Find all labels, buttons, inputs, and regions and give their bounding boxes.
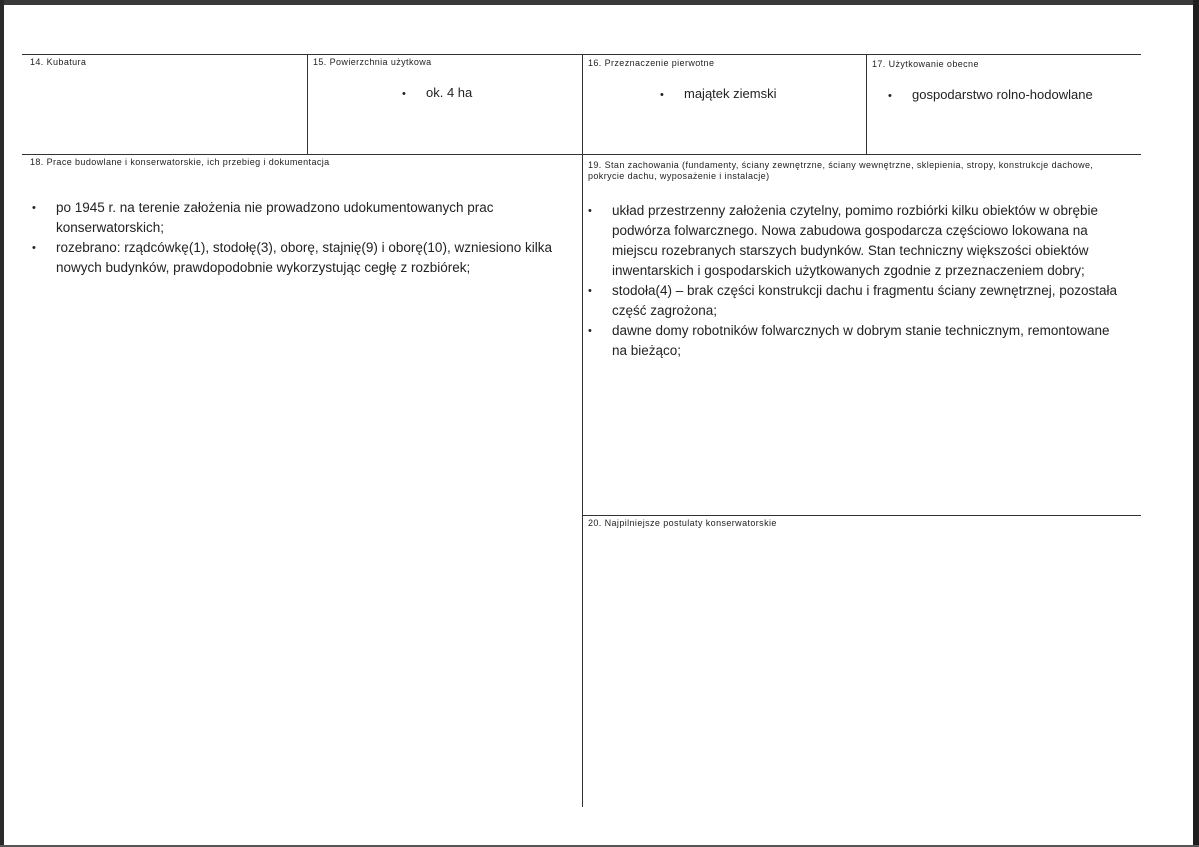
list-item-text: rozebrano: rządcówkę(1), stodołę(3), oborę, stajnię(9) i oborę(10), wzniesiono kilka nowych budynków, prawdopodobnie wykorzystując cegłę z rozbiórek;	[56, 240, 552, 275]
list-item-text: po 1945 r. na terenie założenia nie prowadzono udokumentowanych prac konserwatorskich;	[56, 200, 494, 235]
rule-col3	[866, 54, 867, 154]
scan-edge-right	[1193, 0, 1199, 847]
list-item	[586, 201, 1126, 281]
rule-row3	[582, 515, 1141, 516]
field-18-list	[30, 198, 565, 278]
list-item-text: dawne domy robotników folwarcznych w dobrym stanie technicznym, remontowane na bieżąco;	[612, 323, 1110, 358]
field-14-label: 14. Kubatura	[30, 57, 87, 67]
field-15-label: 15. Powierzchnia użytkowa	[313, 57, 432, 67]
bullet-icon: •	[588, 205, 592, 217]
field-15-value	[402, 85, 472, 100]
list-item	[586, 281, 1126, 321]
scan-edge-left	[0, 0, 4, 847]
bullet-icon: •	[588, 325, 592, 337]
field-16-value-text: majątek ziemski	[684, 86, 777, 101]
field-16-value	[660, 86, 776, 101]
list-item	[30, 238, 565, 278]
field-19-list	[586, 201, 1126, 361]
rule-col1	[307, 54, 308, 154]
field-19-label: 19. Stan zachowania (fundamenty, ściany zewnętrzne, ściany wewnętrzne, sklepienia, stropy, konstrukcje dachowe, pokrycie dachu, wyposażenie i instalacje)	[588, 160, 1094, 181]
rule-col2	[582, 54, 583, 807]
field-18-label: 18. Prace budowlane i konserwatorskie, ich przebieg i dokumentacja	[30, 157, 330, 167]
field-17-label: 17. Użytkowanie obecne	[872, 59, 979, 69]
field-17-value	[888, 87, 1093, 102]
bullet-icon: •	[588, 285, 592, 297]
bullet-icon: •	[402, 88, 406, 100]
field-20-label: 20. Najpilniejsze postulaty konserwatorskie	[588, 518, 777, 528]
list-item-text: stodoła(4) – brak części konstrukcji dachu i fragmentu ściany zewnętrznej, pozostała część zagrożona;	[612, 283, 1117, 318]
field-15-value-text: ok. 4 ha	[426, 85, 473, 100]
field-16-label: 16. Przeznaczenie pierwotne	[588, 58, 715, 68]
scan-edge-top	[0, 0, 1199, 5]
list-item	[30, 198, 565, 238]
bullet-icon: •	[32, 242, 36, 254]
bullet-icon: •	[32, 202, 36, 214]
list-item-text: układ przestrzenny założenia czytelny, pomimo rozbiórki kilku obiektów w obrębie podwórza folwarcznego. Nowa zabudowa gospodarcza częściowo lokowana na miejscu rozebranych starszych budynków. Stan techniczny większości obiektów inwentarskich i gospodarskich użytkowanych zgodnie z przeznaczeniem dobry;	[612, 203, 1098, 278]
bullet-icon: •	[660, 89, 664, 101]
list-item	[586, 321, 1126, 361]
bullet-icon: •	[888, 90, 892, 102]
field-17-value-text: gospodarstwo rolno-hodowlane	[912, 87, 1093, 102]
